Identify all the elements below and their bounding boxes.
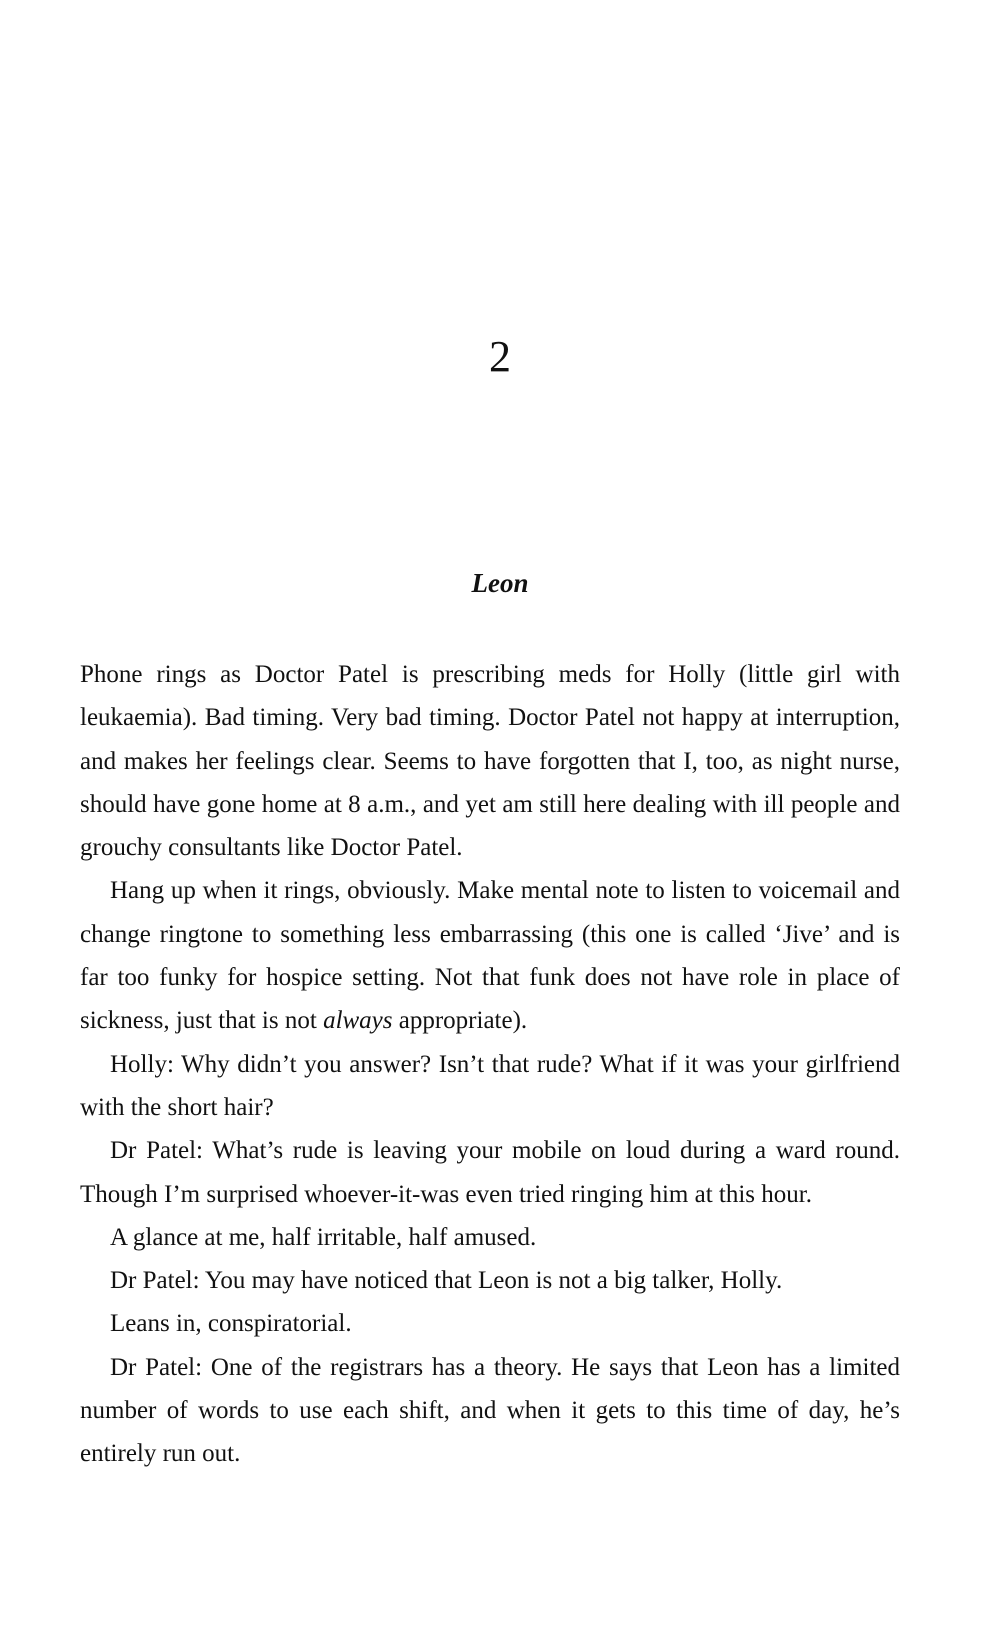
paragraph: Phone rings as Doctor Patel is prescribing meds for Holly (little girl with leukaemia). Bad timing. Very bad timing. Doctor Patel not happy at interruption, and makes her feelings clear. Seems to have forgotten that I, too, as night nurse, should have gone home at 8 a.m., and yet am still here dealing with ill people and grouchy consultants like Doctor Patel. <box>80 661 900 862</box>
paragraph-text: Hang up when it rings, obviously. Make mental note to listen to voicemail and change ringtone to something less embarrassing (this one is called ‘Jive’ and is far too funky for hospice setting. Not that funk does not have role in place of sickness, just that is not <box>80 877 900 1035</box>
paragraph: Dr Patel: You may have noticed that Leon is not a big talker, Holly. <box>110 1267 783 1295</box>
paragraph: Holly: Why didn’t you answer? Isn’t that rude? What if it was your girlfriend with the short hair? <box>80 1050 900 1121</box>
paragraph: Leans in, conspiratorial. <box>110 1310 352 1338</box>
paragraph <box>80 869 900 1042</box>
paragraph: Dr Patel: One of the registrars has a theory. He says that Leon has a limited number of words to use each shift, and when it gets to this time of day, he’s entirely run out. <box>80 1353 900 1468</box>
body-text <box>80 653 900 1476</box>
chapter-title: Leon <box>471 568 529 598</box>
paragraph: A glance at me, half irritable, half amused. <box>110 1223 537 1251</box>
paragraph-text: appropriate). <box>392 1007 528 1035</box>
paragraph: Dr Patel: What’s rude is leaving your mobile on loud during a ward round. Though I’m surprised whoever-it-was even tried ringing him at this hour. <box>80 1137 900 1208</box>
emphasis-text: always <box>323 1007 393 1035</box>
chapter-number: 2 <box>489 332 511 381</box>
